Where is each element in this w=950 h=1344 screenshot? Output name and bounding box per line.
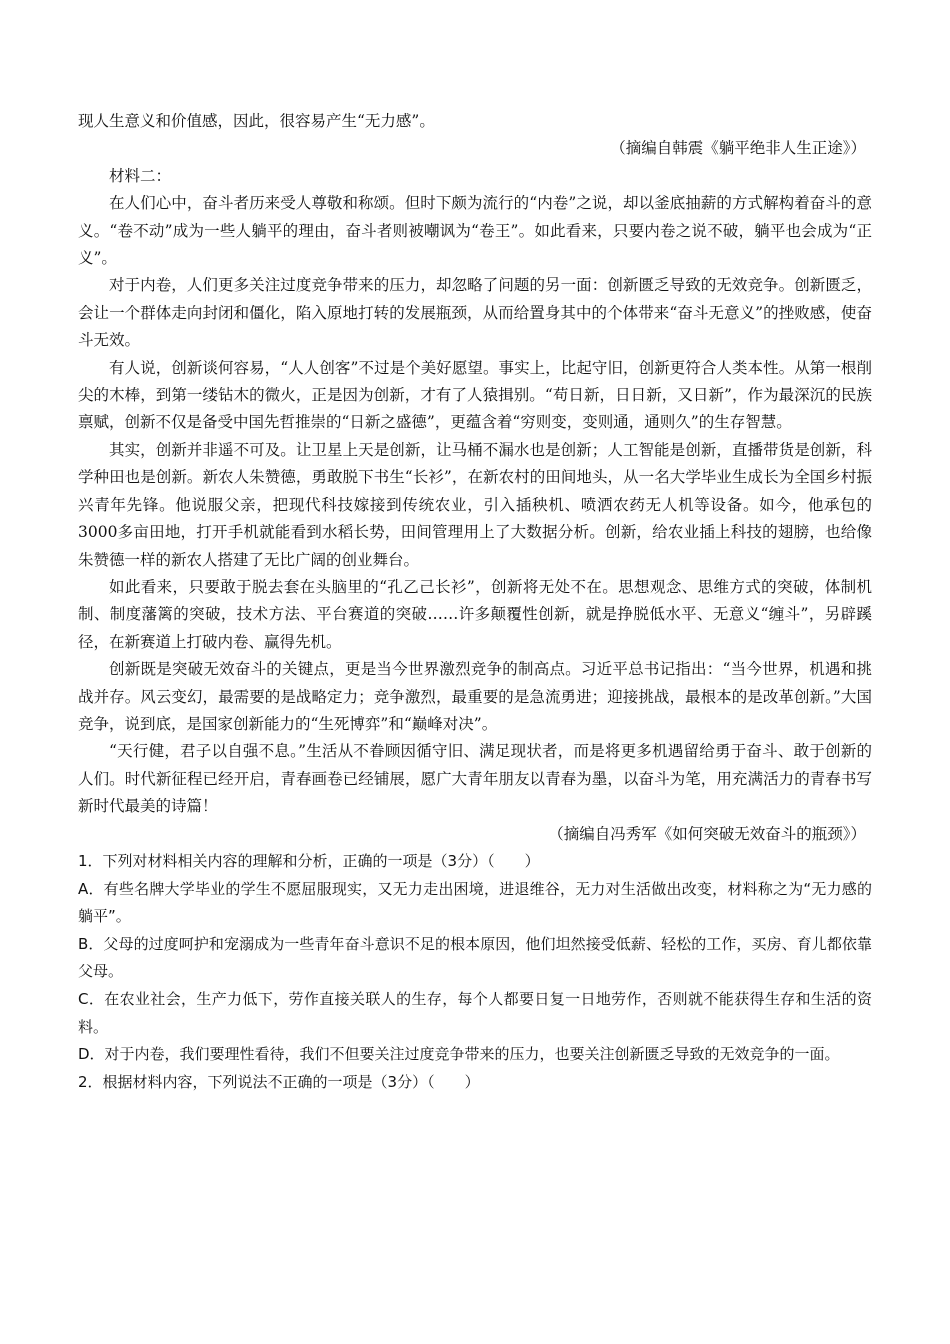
source-citation-1: （摘编自韩震《躺平绝非人生正途》） [610,139,866,158]
paragraph-3: 有人说，创新谈何容易，“人人创客”不过是个美好愿望。事实上，比起守旧，创新更符合人类本性。从第一根削尖的木棒，到第一缕钻木的微火，正是因为创新，才有了人猿揖别。“苟日新，日日新，又日新”，作为最深沉的民族禀赋，创新不仅是备受中国先哲推崇的“日新之盛德”，更蕴含着“穷则变，变则通，通则久”的生存智慧。 [78,358,872,432]
intro-tail-text: 现人生意义和价值感，因此，很容易产生“无力感”。 [78,112,435,130]
question-1-option-b: B．父母的过度呵护和宠溺成为一些青年奋斗意识不足的根本原因，他们坦然接受低薪、轻松的工作，买房、育儿都依靠父母。 [78,934,872,981]
paragraph-6: 创新既是突破无效奋斗的关键点，更是当今世界激烈竞争的制高点。习近平总书记指出：“当今世界，机遇和挑战并存。风云变幻，最需要的是战略定力；竞争激烈，最重要的是急流勇进；迎接挑战，最根本的是改革创新。”大国竞争，说到底，是国家创新能力的“生死博弈”和“巅峰对决”。 [78,660,872,733]
paragraph-5: 如此看来，只要敢于脱去套在头脑里的“孔乙己长衫”，创新将无处不在。思想观念、思维方式的突破，体制机制、制度藩篱的突破，技术方法、平台赛道的突破……许多颠覆性创新，就是挣脱低水平、无意义“缠斗”，另辟蹊径，在新赛道上打破内卷、赢得先机。 [78,577,872,651]
question-1-option-d: D．对于内卷，我们要理性看待，我们不但要关注过度竞争带来的压力，也要关注创新匮乏导致的无效竞争的一面。 [78,1045,840,1064]
paragraph-1: 在人们心中，奋斗者历来受人尊敬和称颂。但时下颇为流行的“内卷”之说，却以釜底抽薪的方式解构着奋斗的意义。“卷不动”成为一些人躺平的理由，奋斗者则被嘲讽为“卷王”。如此看来，只要内卷之说不破，躺平也会成为“正义”。 [78,194,872,268]
paragraph-4: 其实，创新并非遥不可及。让卫星上天是创新，让马桶不漏水也是创新；人工智能是创新，直播带货是创新，科学种田也是创新。新农人朱赞德，勇敢脱下书生“长衫”，在新农村的田间地头，从一名大学毕业生成长为全国乡村振兴青年先锋。他说服父亲，把现代科技嫁接到传统农业，引入插秧机、喷洒农药无人机等设备。如今，他承包的3000多亩田地，打开手机就能看到水稻长势，田间管理用上了大数据分析。创新，给农业插上科技的翅膀，也给像朱赞德一样的新农人搭建了无比广阔的创业舞台。 [78,440,872,569]
paragraph-7: “天行健，君子以自强不息。”生活从不眷顾因循守旧、满足现状者，而是将更多机遇留给勇于奋斗、敢于创新的人们。时代新征程已经开启，青春画卷已经铺展，愿广大青年朋友以青春为墨，以奋斗为笔，用充满活力的青春书写新时代最美的诗篇！ [78,742,872,816]
source-citation-2: （摘编自冯秀军《如何突破无效奋斗的瓶颈》） [548,824,866,843]
document-page [78,108,872,1096]
question-1-option-a: A．有些名牌大学毕业的学生不愿屈服现实，又无力走出困境，进退维谷，无力对生活做出改变，材料称之为“无力感的躺平”。 [78,879,872,926]
material-two-heading: 材料二： [109,166,172,185]
paragraph-2: 对于内卷，人们更多关注过度竞争带来的压力，却忽略了问题的另一面：创新匮乏导致的无效竞争。创新匮乏，会让一个群体走向封闭和僵化，陷入原地打转的发展瓶颈，从而给置身其中的个体带来“奋斗无意义”的挫败感，使奋斗无效。 [78,276,872,350]
question-1-option-c: C．在农业社会，生产力低下，劳作直接关联人的生存，每个人都要日复一日地劳作，否则就不能获得生存和生活的资料。 [78,989,872,1036]
question-1-stem: 1．下列对材料相关内容的理解和分析，正确的一项是（3分）（ ） [78,851,540,870]
question-2-stem: 2．根据材料内容，下列说法不正确的一项是（3分）（ ） [78,1072,480,1091]
